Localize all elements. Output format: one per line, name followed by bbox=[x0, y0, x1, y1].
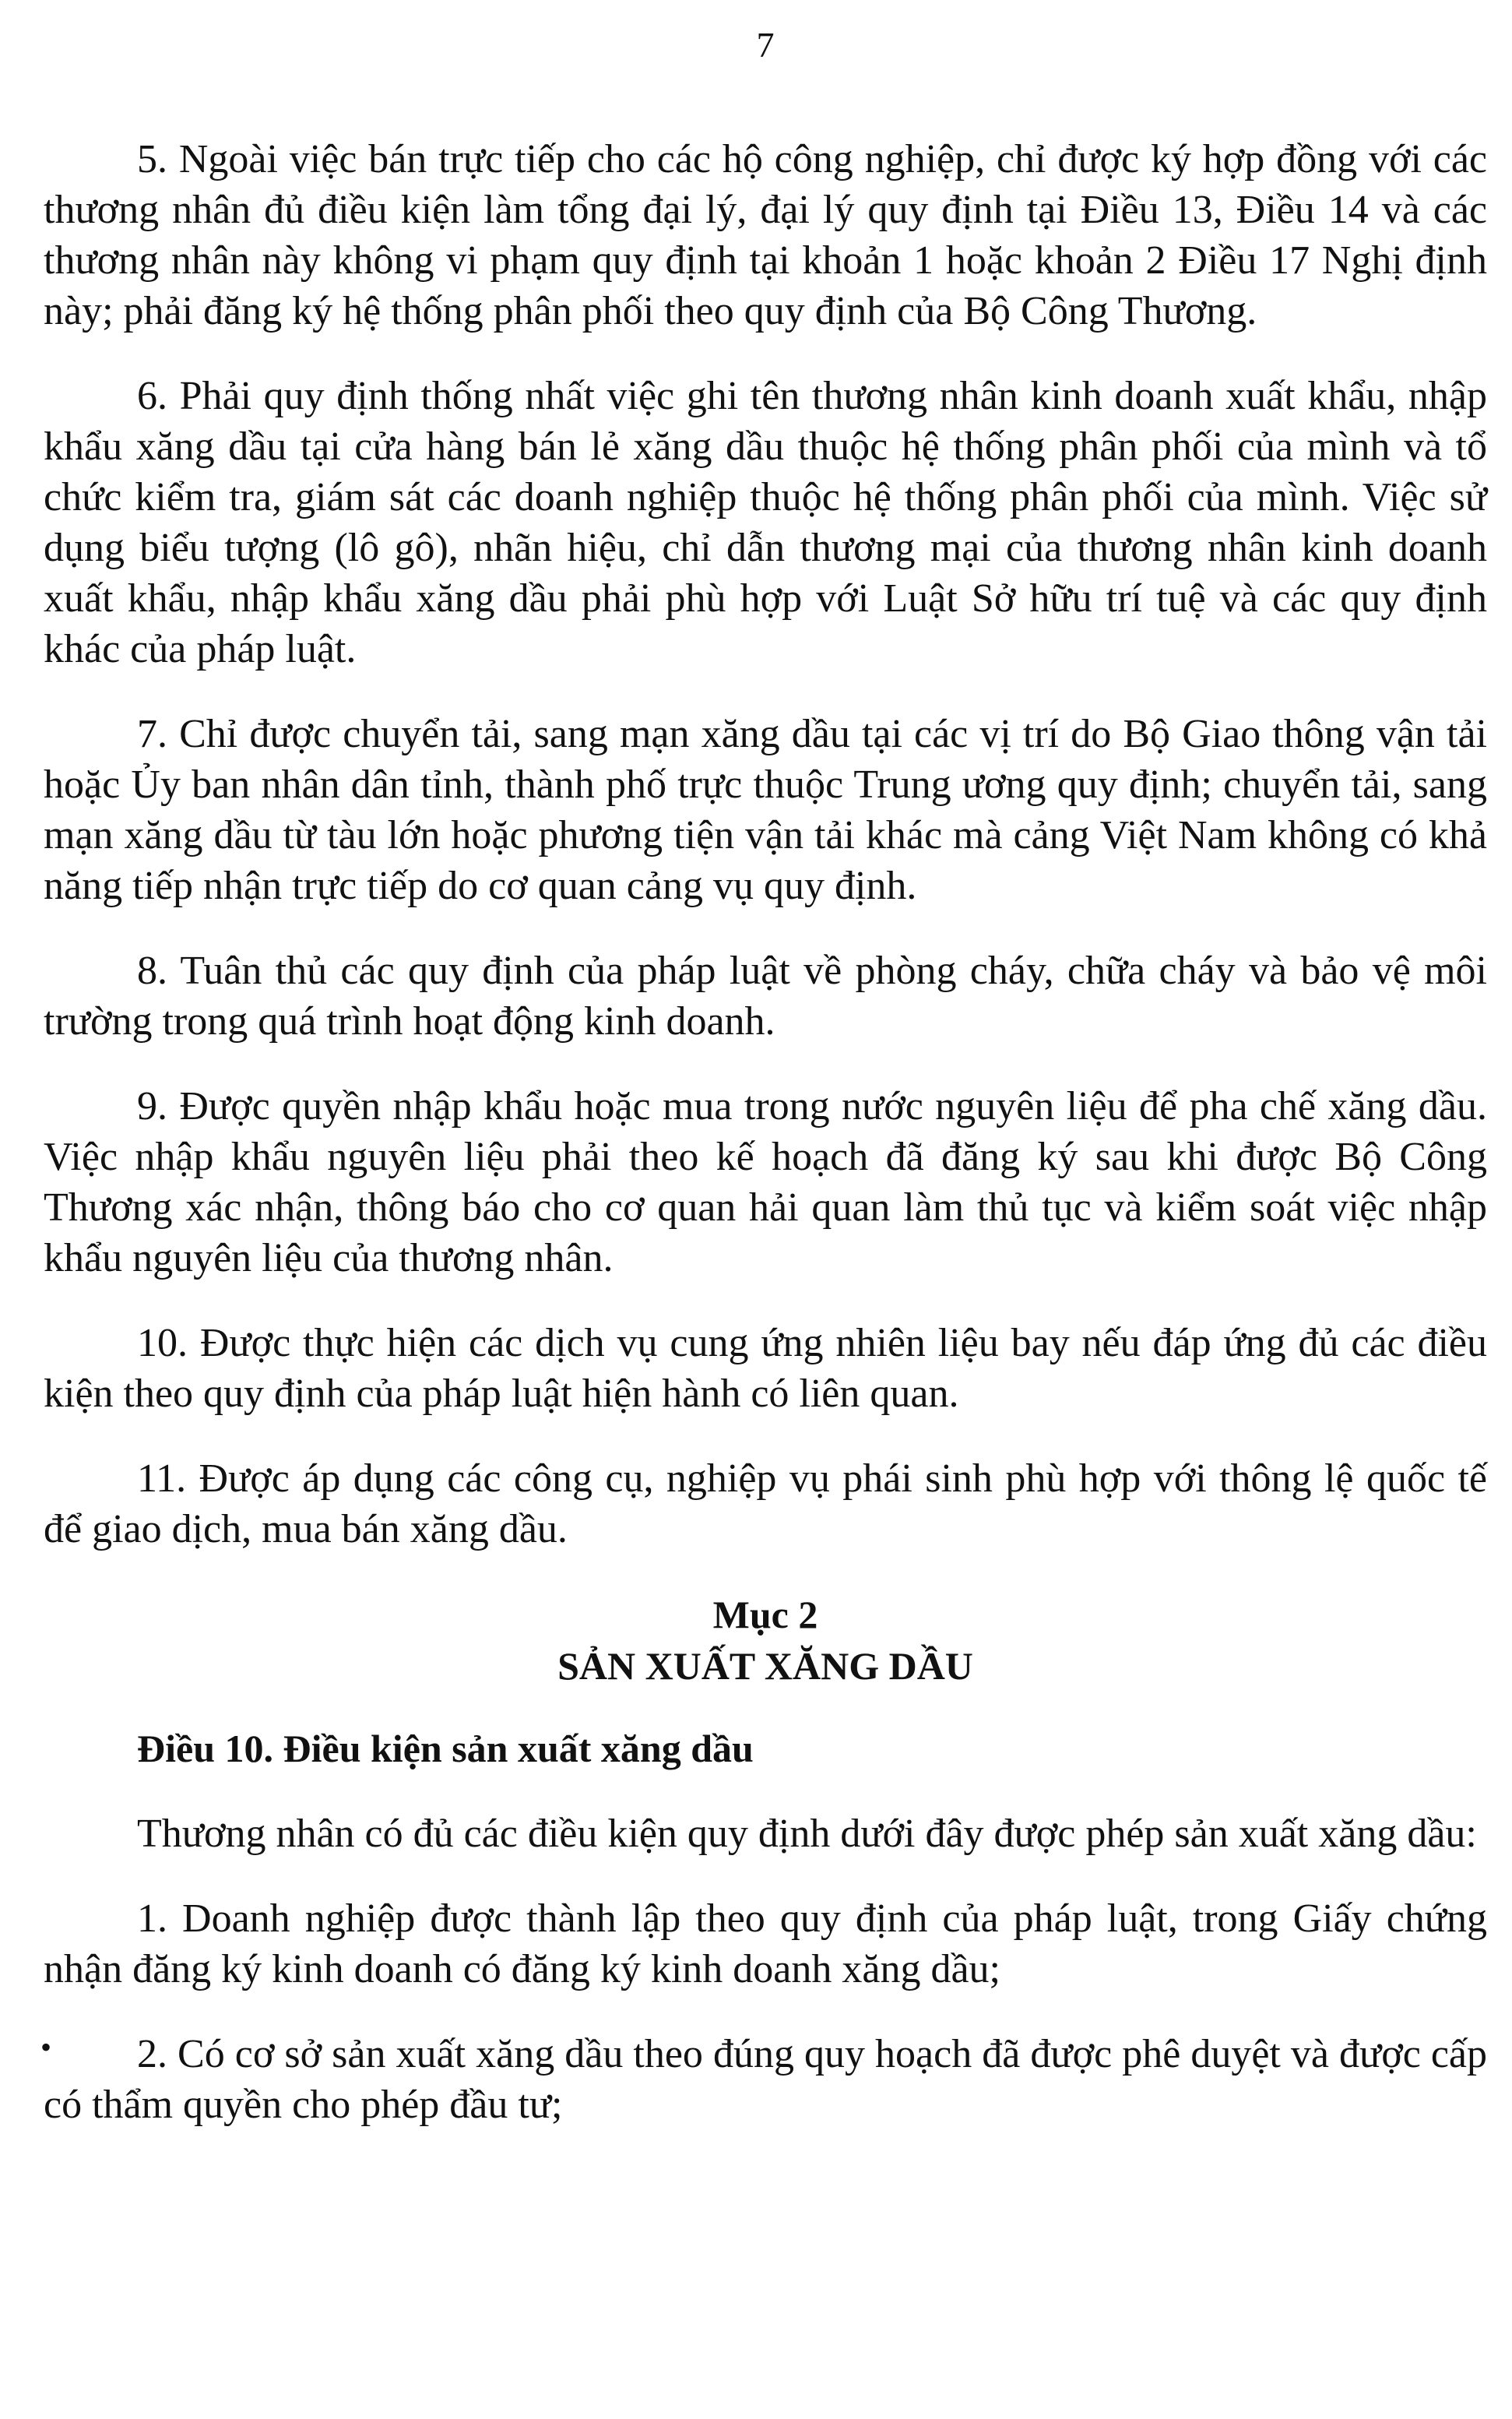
document-body bbox=[40, 134, 1487, 2164]
page-number: 7 bbox=[756, 25, 775, 65]
paragraph-item-6: 6. Phải quy định thống nhất việc ghi tên thương nhân kinh doanh xuất khẩu, nhập khẩu xăng dầu tại cửa hàng bán lẻ xăng dầu thuộc hệ thống phân phối của mình và tổ chức kiểm tra, giám sát các doanh nghiệp thuộc hệ thống phân phối của mình. Việc sử dụng biểu tượng (lô gô), nhãn hiệu, chỉ dẫn thương mại của thương nhân kinh doanh xuất khẩu, nhập khẩu xăng dầu phải phù hợp với Luật Sở hữu trí tuệ và các quy định khác của pháp luật. bbox=[44, 374, 1487, 671]
article-item-1: 1. Doanh nghiệp được thành lập theo quy định của pháp luật, trong Giấy chứng nhận đăng ký kinh doanh có đăng ký kinh doanh xăng dầu; bbox=[44, 1896, 1487, 1991]
paragraph-item-7: 7. Chỉ được chuyển tải, sang mạn xăng dầu tại các vị trí do Bộ Giao thông vận tải hoặc Ủy ban nhân dân tỉnh, thành phố trực thuộc Trung ương quy định; chuyển tải, sang mạn xăng dầu từ tàu lớn hoặc phương tiện vận tải khác mà cảng Việt Nam không có khả năng tiếp nhận trực tiếp do cơ quan cảng vụ quy định. bbox=[44, 712, 1487, 908]
bullet-mark: • bbox=[40, 2030, 52, 2065]
section-heading bbox=[44, 1589, 1487, 1692]
article-title: Điều 10. Điều kiện sản xuất xăng dầu bbox=[137, 1727, 754, 1770]
article-intro: Thương nhân có đủ các điều kiện quy định dưới đây được phép sản xuất xăng dầu: bbox=[137, 1812, 1477, 1856]
paragraph-item-9: 9. Được quyền nhập khẩu hoặc mua trong nước nguyên liệu để pha chế xăng dầu. Việc nhập khẩu nguyên liệu phải theo kế hoạch đã đăng ký sau khi được Bộ Công Thương xác nhận, thông báo cho cơ quan hải quan làm thủ tục và kiểm soát việc nhập khẩu nguyên liệu của thương nhân. bbox=[44, 1084, 1487, 1280]
paragraph-item-10: 10. Được thực hiện các dịch vụ cung ứng nhiên liệu bay nếu đáp ứng đủ các điều kiện theo quy định của pháp luật hiện hành có liên quan. bbox=[44, 1321, 1487, 1416]
article-item-2: 2. Có cơ sở sản xuất xăng dầu theo đúng quy hoạch đã được phê duyệt và được cấp có thẩm quyền cho phép đầu tư; bbox=[44, 2032, 1487, 2127]
paragraph-item-8: 8. Tuân thủ các quy định của pháp luật về phòng cháy, chữa cháy và bảo vệ môi trường trong quá trình hoạt động kinh doanh. bbox=[44, 949, 1487, 1044]
section-title: SẢN XUẤT XĂNG DẦU bbox=[557, 1644, 973, 1688]
paragraph-item-11: 11. Được áp dụng các công cụ, nghiệp vụ phái sinh phù hợp với thông lệ quốc tế để giao dịch, mua bán xăng dầu. bbox=[44, 1456, 1487, 1551]
article-item-2-wrapper bbox=[40, 2029, 1487, 2130]
paragraph-item-5: 5. Ngoài việc bán trực tiếp cho các hộ công nghiệp, chỉ được ký hợp đồng với các thương nhân đủ điều kiện làm tổng đại lý, đại lý quy định tại Điều 13, Điều 14 và các thương nhân này không vi phạm quy định tại khoản 1 hoặc khoản 2 Điều 17 Nghị định này; phải đăng ký hệ thống phân phối theo quy định của Bộ Công Thương. bbox=[44, 137, 1487, 333]
document-page bbox=[40, 0, 1487, 2419]
section-label: Mục 2 bbox=[712, 1593, 818, 1636]
